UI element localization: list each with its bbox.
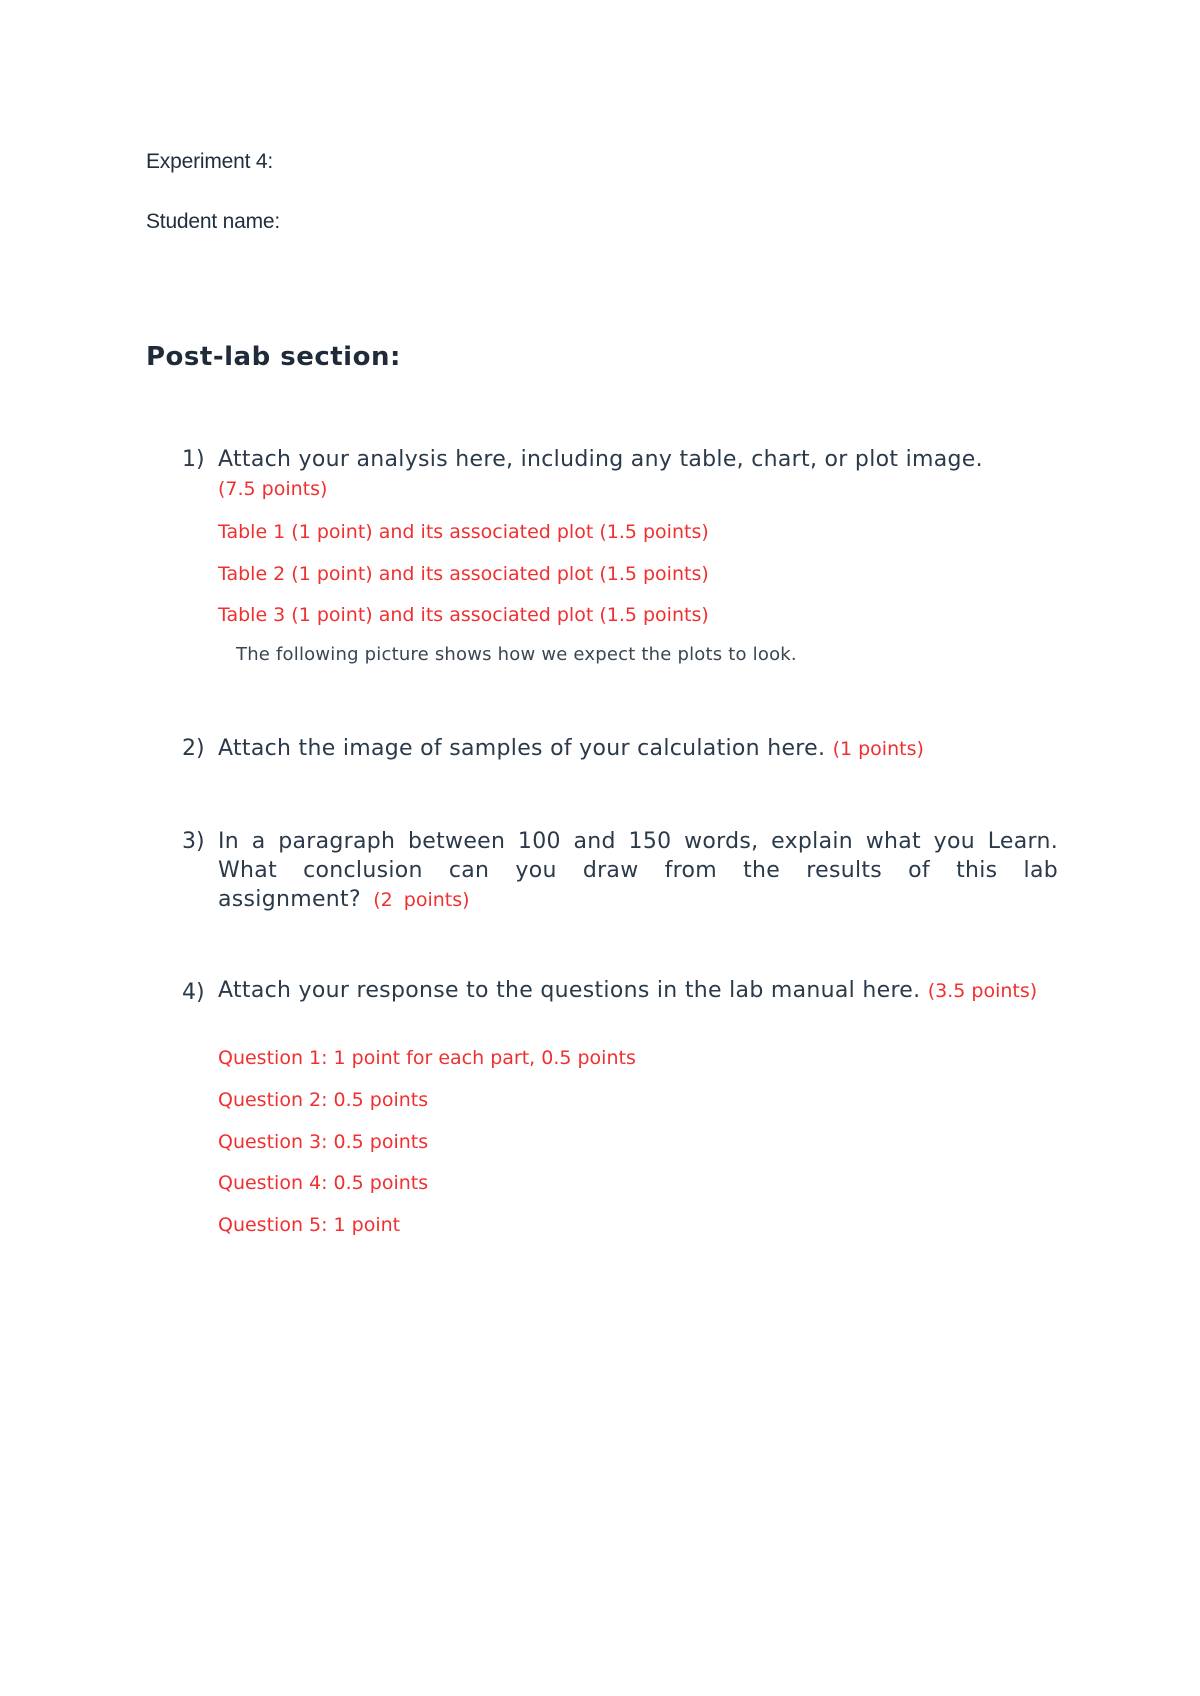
question-2-number: 2) [182,736,205,761]
question-4-points: (3.5 points) [927,980,1038,1002]
question-1-detail: Table 1 (1 point) and its associated plot (1.5 points) [218,521,709,543]
student-name-label: Student name: [146,210,280,233]
question-4-detail: Question 5: 1 point [218,1214,401,1236]
question-3-points: (2 points) [373,889,470,911]
question-3-text: In a paragraph between 100 and 150 words, explain what you Learn. What conclusion can you draw from the results of this lab assignment? [218,829,1058,912]
section-title: Post-lab section: [146,342,401,372]
question-4-detail: Question 3: 0.5 points [218,1131,429,1153]
question-3 [218,827,1058,915]
question-1-points: (7.5 points) [218,478,328,500]
question-4-number: 4) [182,980,205,1005]
question-1-note: The following picture shows how we expect the plots to look. [236,644,797,665]
question-1-number: 1) [182,447,205,472]
question-1-detail: Table 3 (1 point) and its associated plot (1.5 points) [218,604,709,626]
question-1-text: Attach your analysis here, including any table, chart, or plot image. [218,447,983,472]
question-4-detail: Question 2: 0.5 points [218,1089,429,1111]
question-4-text: Attach your response to the questions in the lab manual here. [218,978,921,1003]
question-1-detail: Table 2 (1 point) and its associated plot (1.5 points) [218,563,709,585]
experiment-label: Experiment 4: [146,150,273,173]
question-4-detail: Question 1: 1 point for each part, 0.5 points [218,1047,636,1069]
question-2-points: (1 points) [832,738,924,760]
question-3-number: 3) [182,829,205,854]
question-2-text: Attach the image of samples of your calculation here. [218,736,826,761]
question-4-detail: Question 4: 0.5 points [218,1172,429,1194]
question-4 [218,978,1058,1004]
question-1 [218,445,1058,504]
question-2 [218,734,1058,764]
